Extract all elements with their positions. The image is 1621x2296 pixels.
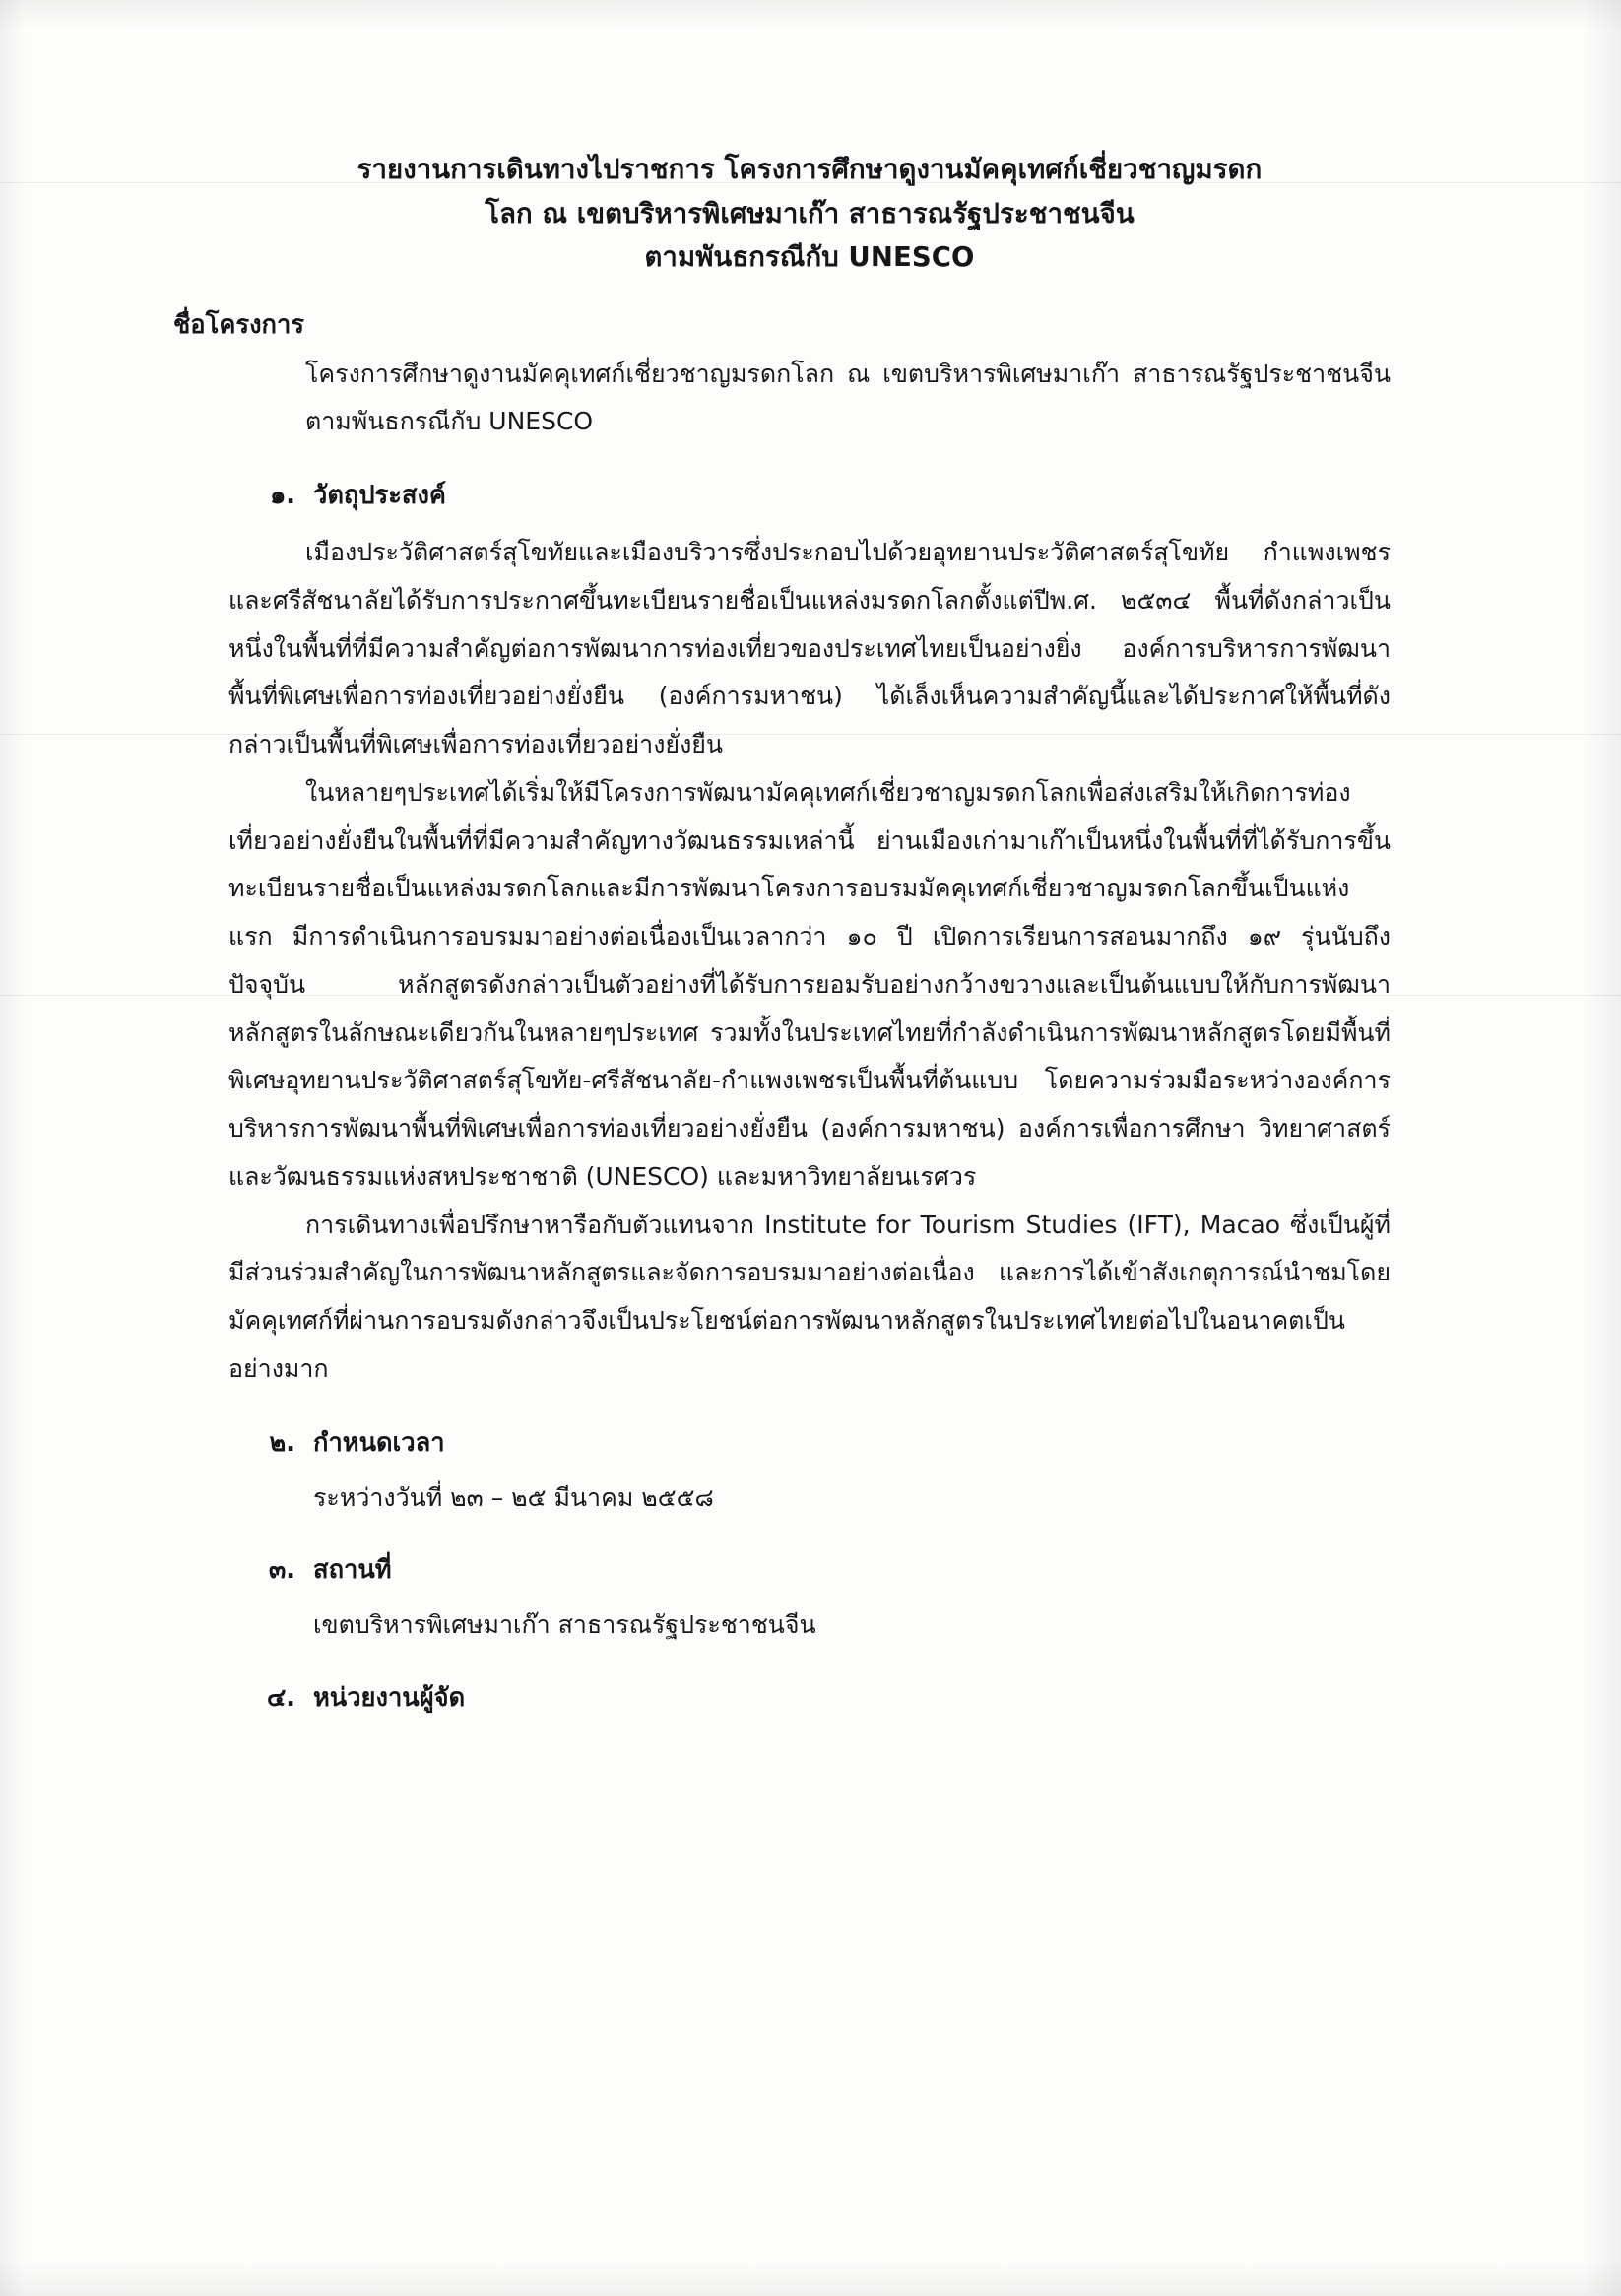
- section-number-3: ๓.: [268, 1555, 295, 1586]
- section-number-1: ๑.: [270, 481, 295, 511]
- section-heading-4: [248, 1678, 1391, 1718]
- scan-edge-right: [1582, 0, 1621, 2296]
- page-title-line-2: โลก ณ เขตบริหารพิเศษมาเก๊า สาธารณรัฐประชาชนจีน: [485, 197, 1135, 230]
- project-name-label: ชื่อโครงการ: [173, 309, 304, 340]
- scan-edge-top: [0, 0, 1621, 30]
- paragraph: ในหลายๆประเทศได้เริ่มให้มีโครงการพัฒนามัคคุเทศก์เชี่ยวชาญมรดกโลกเพื่อส่งเสริมให้เกิดการท่องเที่ยวอย่างยั่งยืนในพื้นที่ที่มีความสำคัญทางวัฒนธรรมเหล่านี้ ย่านเมืองเก่ามาเก๊าเป็นหนึ่งในพื้นที่ที่ได้รับการขึ้นทะเบียนรายชื่อเป็นแหล่งมรดกโลกและมีการพัฒนาโครงการอบรมมัคคุเทศก์เชี่ยวชาญมรดกโลกขึ้นเป็นแห่งแรก มีการดำเนินการอบรมมาอย่างต่อเนื่องเป็นเวลากว่า ๑๐ ปี เปิดการเรียนการสอนมากถึง ๑๙ รุ่นนับถึงปัจจุบัน หลักสูตรดังกล่าวเป็นตัวอย่างที่ได้รับการยอมรับอย่างกว้างขวางและเป็นต้นแบบให้กับการพัฒนาหลักสูตรในลักษณะเดียวกันในหลายๆประเทศ รวมทั้งในประเทศไทยที่กำลังดำเนินการพัฒนาหลักสูตรโดยมีพื้นที่พิเศษอุทยานประวัติศาสตร์สุโขทัย-ศรีสัชนาลัย-กำแพงเพชรเป็นพื้นที่ต้นแบบ โดยความร่วมมือระหว่างองค์การบริหารการพัฒนาพื้นที่พิเศษเพื่อการท่องเที่ยวอย่างยั่งยืน (องค์การมหาชน) องค์การเพื่อการศึกษา วิทยาศาสตร์และวัฒนธรรมแห่งสหประชาชาติ (UNESCO) และมหาวิทยาลัยนเรศวร: [228, 777, 1391, 1191]
- paragraph: การเดินทางเพื่อปรึกษาหารือกับตัวแทนจาก Institute for Tourism Studies (IFT), Macao ซึ่งเป็นผู้ที่มีส่วนร่วมสำคัญในการพัฒนาหลักสูตรและจัดการอบรมมาอย่างต่อเนื่อง และการได้เข้าสังเกตุการณ์นำชมโดยมัคคุเทศก์ที่ผ่านการอบรมดังกล่าวจึงเป็นประโยชน์ต่อการพัฒนาหลักสูตรในประเทศไทยต่อไปในอนาคตเป็นอย่างมาก: [228, 1210, 1391, 1383]
- section-title-2: กำหนดเวลา: [313, 1427, 445, 1458]
- section-heading-1: [248, 476, 1391, 515]
- page-title-line-1: รายงานการเดินทางไปราชการ โครงการศึกษาดูงานมัคคุเทศก์เชี่ยวชาญมรดก: [357, 154, 1263, 185]
- paragraph: เมืองประวัติศาสตร์สุโขทัยและเมืองบริวารซึ่งประกอบไปด้วยอุทยานประวัติศาสตร์สุโขทัย กำแพงเพชรและศรีสัชนาลัยได้รับการประกาศขึ้นทะเบียนรายชื่อเป็นแหล่งมรดกโลกตั้งแต่ปีพ.ศ. ๒๕๓๔ พื้นที่ดังกล่าวเป็นหนึ่งในพื้นที่ที่มีความสำคัญต่อการพัฒนาการท่องเที่ยวของประเทศไทยเป็นอย่างยิ่ง องค์การบริหารการพัฒนาพื้นที่พิเศษเพื่อการท่องเที่ยวอย่างยั่งยืน (องค์การมหาชน) ได้เล็งเห็นความสำคัญนี้และได้ประกาศให้พื้นที่ดังกล่าวเป็นพื้นที่พิเศษเพื่อการท่องเที่ยวอย่างยั่งยืน: [228, 538, 1391, 759]
- section-heading-2: [248, 1423, 1391, 1463]
- section-body-1: [228, 529, 1391, 1394]
- page-title-line-3: ตามพันธกรณีกับ UNESCO: [644, 241, 975, 274]
- section-number-2: ๒.: [269, 1427, 295, 1458]
- scan-edge-left: [0, 0, 26, 2296]
- section-body-2: ระหว่างวันที่ ๒๓ – ๒๕ มีนาคม ๒๕๕๘: [313, 1482, 714, 1512]
- section-heading-3: [248, 1550, 1391, 1590]
- section-body-3: เขตบริหารพิเศษมาเก๊า สาธารณรัฐประชาชนจีน: [313, 1610, 816, 1640]
- project-name-value: โครงการศึกษาดูงานมัคคุเทศก์เชี่ยวชาญมรดกโลก ณ เขตบริหารพิเศษมาเก๊า สาธารณรัฐประชาชนจีน ตามพันธกรณีกับ UNESCO: [305, 359, 1391, 436]
- section-title-4: หน่วยงานผู้จัด: [313, 1682, 466, 1713]
- section-title-3: สถานที่: [313, 1555, 392, 1586]
- document-content: [173, 148, 1391, 1718]
- scan-edge-bottom: [0, 2261, 1621, 2296]
- section-title-1: วัตถุประสงค์: [313, 481, 446, 511]
- page-title: [228, 148, 1391, 280]
- section-number-4: ๔.: [267, 1682, 295, 1713]
